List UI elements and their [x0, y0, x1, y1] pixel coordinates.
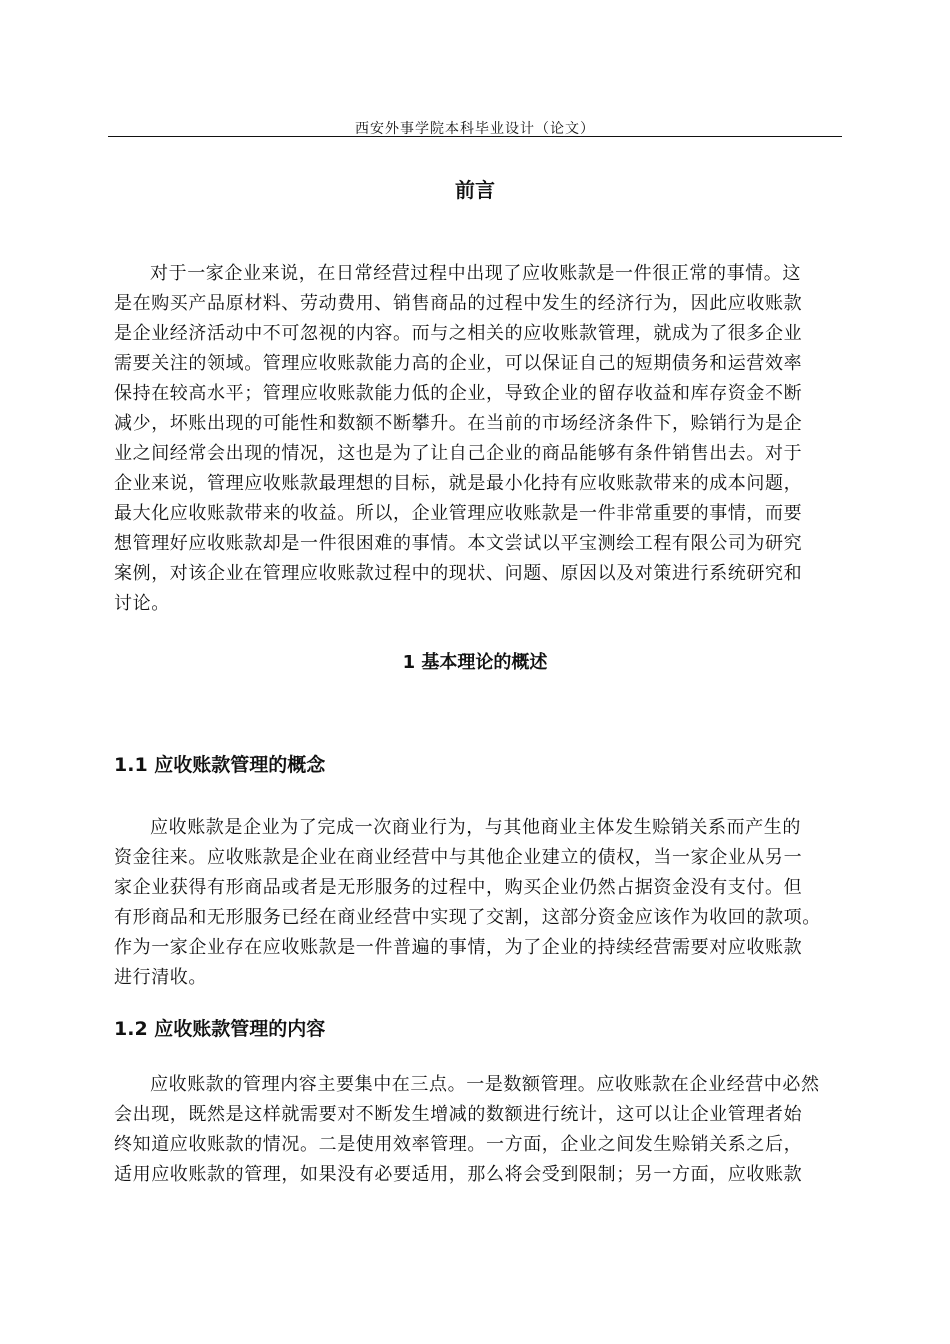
header-rule [108, 136, 842, 137]
text-line: 终知道应收账款的情况。二是使用效率管理。一方面，企业之间发生赊销关系之后， [114, 1134, 803, 1155]
text-line: 想管理好应收账款却是一件很困难的事情。本文尝试以平宝测绘工程有限公司为研究 [114, 533, 803, 554]
text-line: 应收账款是企业为了完成一次商业行为，与其他商业主体发生赊销关系而产生的 [150, 817, 801, 838]
running-header: 西安外事学院本科毕业设计（论文） [355, 121, 595, 137]
text-line: 对于一家企业来说，在日常经营过程中出现了应收账款是一件很正常的事情。这 [150, 263, 801, 284]
text-line: 是企业经济活动中不可忽视的内容。而与之相关的应收账款管理，就成为了很多企业 [114, 323, 803, 344]
section-1-2-heading: 1.2 应收账款管理的内容 [114, 1018, 326, 1040]
text-line: 有形商品和无形服务已经在商业经营中实现了交割，这部分资金应该作为收回的款项。 [114, 907, 821, 928]
text-line: 作为一家企业存在应收账款是一件普遍的事情，为了企业的持续经营需要对应收账款 [114, 937, 803, 958]
section-1-1-heading: 1.1 应收账款管理的概念 [114, 754, 326, 776]
text-line: 最大化应收账款带来的收益。所以，企业管理应收账款是一件非常重要的事情，而要 [114, 503, 803, 524]
chapter-1-title: 1 基本理论的概述 [402, 652, 548, 673]
text-line: 家企业获得有形商品或者是无形服务的过程中，购买企业仍然占据资金没有支付。但 [114, 877, 803, 898]
text-line: 会出现，既然是这样就需要对不断发生增减的数额进行统计，这可以让企业管理者始 [114, 1104, 803, 1125]
text-line: 案例，对该企业在管理应收账款过程中的现状、问题、原因以及对策进行系统研究和 [114, 563, 803, 584]
text-line: 是在购买产品原材料、劳动费用、销售商品的过程中发生的经济行为，因此应收账款 [114, 293, 803, 314]
text-line: 资金往来。应收账款是企业在商业经营中与其他企业建立的债权，当一家企业从另一 [114, 847, 803, 868]
section-1-1-paragraph [114, 813, 840, 993]
text-line: 应收账款的管理内容主要集中在三点。一是数额管理。应收账款在企业经营中必然 [150, 1074, 820, 1095]
text-line: 业之间经常会出现的情况，这也是为了让自己企业的商品能够有条件销售出去。对于 [114, 443, 803, 464]
preface-paragraph [114, 259, 840, 619]
text-line: 保持在较高水平；管理应收账款能力低的企业，导致企业的留存收益和库存资金不断 [114, 383, 803, 404]
text-line: 进行清收。 [114, 967, 207, 988]
text-line: 减少，坏账出现的可能性和数额不断攀升。在当前的市场经济条件下，赊销行为是企 [114, 413, 803, 434]
text-line: 需要关注的领域。管理应收账款能力高的企业，可以保证自己的短期债务和运营效率 [114, 353, 803, 374]
section-1-2-paragraph [114, 1070, 840, 1190]
text-line: 企业来说，管理应收账款最理想的目标，就是最小化持有应收账款带来的成本问题， [114, 473, 803, 494]
text-line: 讨论。 [114, 593, 170, 614]
preface-title: 前言 [455, 178, 495, 202]
text-line: 适用应收账款的管理，如果没有必要适用，那么将会受到限制；另一方面，应收账款 [114, 1164, 803, 1185]
